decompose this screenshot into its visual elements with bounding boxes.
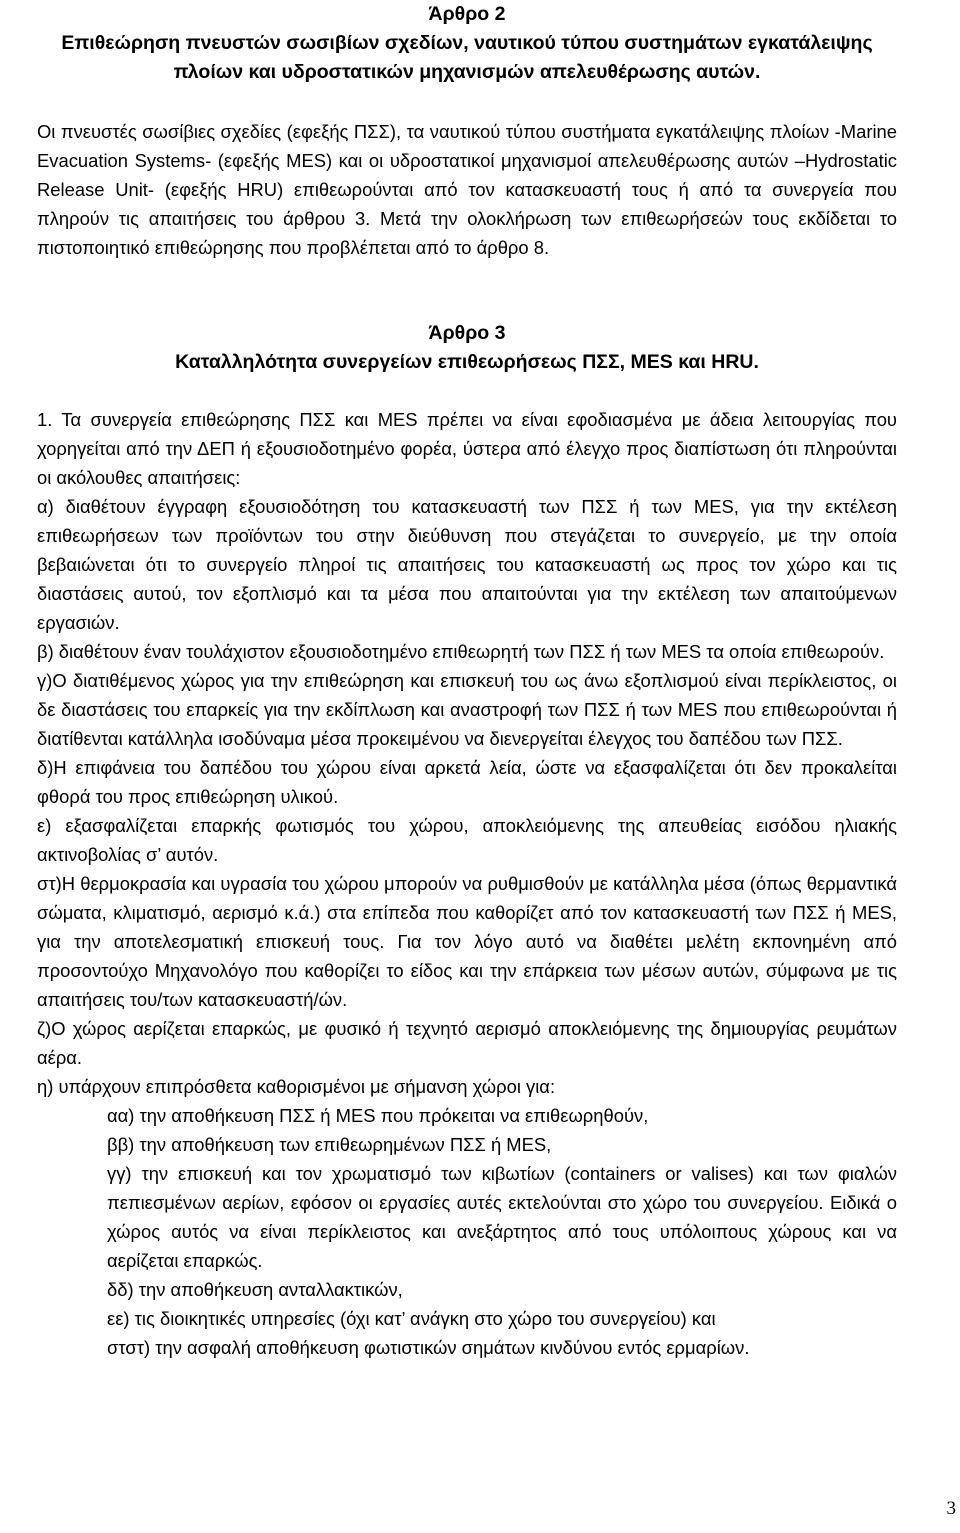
subclause-ee: εε) τις διοικητικές υπηρεσίες (όχι κατ’ ανάγκη στο χώρο του συνεργείου) και — [107, 1308, 716, 1329]
article-2-subtitle-line-2: πλοίων και υδροστατικών μηχανισμών απελευθέρωσης αυτών. — [173, 61, 761, 83]
subclause-gg: γγ) την επισκευή και τον χρωματισμό των κιβωτίων (containers or valises) και των φιαλών πεπιεσμένων αερίων, εφόσον οι εργασίες αυτές εκτελούνται στο χώρο του συνεργείου. Ειδικά ο χώρος αυτός να είναι περίκλειστος και ανεξάρτητος από τους υπόλοιπους χώρους και να αερίζεται επαρκώς. — [107, 1163, 897, 1271]
article-3-paragraph-1: 1. Τα συνεργεία επιθεώρησης ΠΣΣ και MES πρέπει να είναι εφοδιασμένα με άδεια λειτουργίας που χορηγείται από την ΔΕΠ ή εξουσιοδοτημένο φορέα, ύστερα από έλεγχο προς διαπίστωση ότι πληρούνται οι ακόλουθες απαιτήσεις: — [37, 409, 897, 488]
article-2-subtitle-line-1: Επιθεώρηση πνευστών σωσιβίων σχεδίων, ναυτικού τύπου συστημάτων εγκατάλειψης — [61, 32, 873, 54]
article-2-heading: Άρθρο 2 — [428, 3, 506, 25]
clause-z: ζ)Ο χώρος αερίζεται επαρκώς, με φυσικό ή τεχνητό αερισμό αποκλειόμενης της δημιουργίας ρευμάτων αέρα. — [37, 1018, 897, 1068]
subclause-stst: στστ) την ασφαλή αποθήκευση φωτιστικών σημάτων κινδύνου εντός ερμαρίων. — [107, 1337, 750, 1358]
article-2-body: Οι πνευστές σωσίβιες σχεδίες (εφεξής ΠΣΣ), τα ναυτικού τύπου συστήματα εγκατάλειψης πλοίων -Marine Evacuation Systems- (εφεξής MES) και οι υδροστατικοί μηχανισμοί απελευθέρωσης αυτών –Hydrostatic Release Unit- (εφεξής HRU) επιθεωρούνται από τον κατασκευαστή τους ή από τα συνεργεία που πληρούν τις απαιτήσεις του άρθρου 3. Μετά την ολοκλήρωση των επιθεωρήσεών τους εκδίδεται το πιστοποιητικό επιθεώρησης που προβλέπεται από το άρθρο 8. — [37, 121, 897, 258]
clause-h: η) υπάρχουν επιπρόσθετα καθορισμένοι με σήμανση χώροι για: — [37, 1076, 556, 1097]
clause-st: στ)Η θερμοκρασία και υγρασία του χώρου μπορούν να ρυθμισθούν με κατάλληλα μέσα (όπως θερμαντικά σώματα, κλιματισμό, αερισμό κ.ά.) στα επίπεδα που καθορίζετ από τον κατασκευαστή των ΠΣΣ ή MES, για την αποτελεσματική επισκευή τους. Για τον λόγο αυτό να διαθέτει μελέτη εκπονημένη από προσοντούχο Μηχανολόγο που καθορίζει το είδος και την επάρκεια των μέσων αυτών, σύμφωνα με τις απαιτήσεις του/των κατασκευαστή/ών. — [37, 873, 897, 1010]
clause-a: α) διαθέτουν έγγραφη εξουσιοδότηση του κατασκευαστή των ΠΣΣ ή των MES, για την εκτέλεση επιθεωρήσεων των προϊόντων του στην διεύθυνση που στεγάζεται το συνεργείο, με την οποία βεβαιώνεται ότι το συνεργείο πληροί τις απαιτήσεις του κατασκευαστή ως προς τον χώρο και τις διαστάσεις αυτού, τον εξοπλισμό και τα μέσα που απαιτούνται για την εκτέλεση των απαιτούμενων εργασιών. — [37, 496, 897, 633]
page-number: 3 — [946, 1498, 956, 1519]
subclause-bb: ββ) την αποθήκευση των επιθεωρημένων ΠΣΣ ή MES, — [107, 1134, 552, 1155]
document-page — [37, 0, 897, 1362]
subclause-dd: δδ) την αποθήκευση ανταλλακτικών, — [107, 1279, 403, 1300]
clause-c: γ)Ο διατιθέμενος χώρος για την επιθεώρηση και επισκευή του ως άνω εξοπλισμού είναι περίκλειστος, οι δε διαστάσεις του επαρκείς για την εκδίπλωση και αναστροφή των ΠΣΣ ή των MES που επιθεωρούνται ή διατίθενται κατάλληλα ισοδύναμα μέσα προκειμένου να διενεργείται έλεγχος του δαπέδου των ΠΣΣ. — [37, 670, 897, 749]
subclause-aa: αα) την αποθήκευση ΠΣΣ ή MES που πρόκειται να επιθεωρηθούν, — [107, 1105, 649, 1126]
clause-d: δ)Η επιφάνεια του δαπέδου του χώρου είναι αρκετά λεία, ώστε να εξασφαλίζεται ότι δεν προκαλείται φθορά του προς επιθεώρηση υλικού. — [37, 757, 897, 807]
clause-e: ε) εξασφαλίζεται επαρκής φωτισμός του χώρου, αποκλειόμενης της απευθείας εισόδου ηλιακής ακτινοβολίας σ’ αυτόν. — [37, 815, 897, 865]
clause-b: β) διαθέτουν έναν τουλάχιστον εξουσιοδοτημένο επιθεωρητή των ΠΣΣ ή των MES τα οποία επιθεωρούν. — [37, 641, 885, 662]
article-3-heading: Άρθρο 3 — [428, 322, 506, 344]
article-3-subtitle: Καταλληλότητα συνεργείων επιθεωρήσεως ΠΣΣ, MES και HRU. — [175, 351, 759, 373]
